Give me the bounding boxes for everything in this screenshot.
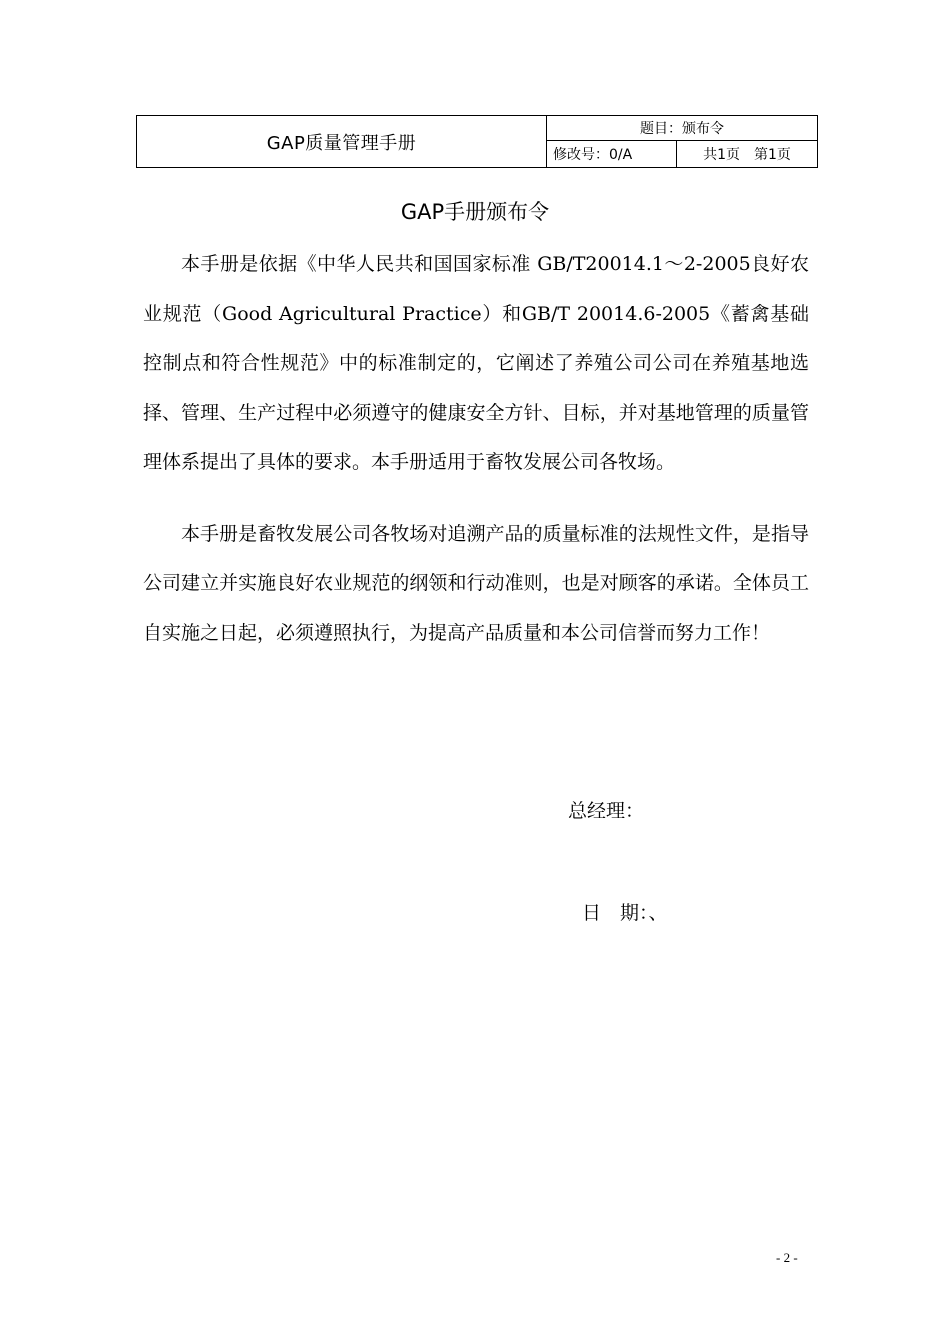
- subject-cell: 题目：颁布令: [547, 116, 818, 141]
- date-label: 日 期：、: [582, 902, 668, 924]
- manual-title: GAP质量管理手册: [137, 116, 547, 168]
- page-number: - 2 -: [776, 1250, 798, 1265]
- document-body: [143, 240, 809, 658]
- page-count-cell: 共1页 第1页: [677, 141, 818, 168]
- paragraph-1: 本手册是依据《中华人民共和国国家标准 GB/T20014.1～2-2005良好农业规范（Good Agricultural Practice）和GB/T 20014.6-2005《蓄禽基础控制点和符合性规范》中的标准制定的，它阐述了养殖公司公司在养殖基地选择、管理、生产过程中必须遵守的健康安全方针、目标，并对基地管理的质量管理体系提出了具体的要求。本手册适用于畜牧发展公司各牧场。: [143, 253, 809, 473]
- document-title: GAP手册颁布令: [400, 200, 550, 224]
- revision-cell: 修改号：0/A: [547, 141, 677, 168]
- paragraph-2: 本手册是畜牧发展公司各牧场对追溯产品的质量标准的法规性文件，是指导公司建立并实施良好农业规范的纲领和行动准则，也是对顾客的承诺。全体员工自实施之日起，必须遵照执行，为提高产品质量和本公司信誉而努力工作！: [143, 522, 809, 644]
- document-header-table: [136, 115, 818, 168]
- signature-label: 总经理：: [568, 800, 645, 822]
